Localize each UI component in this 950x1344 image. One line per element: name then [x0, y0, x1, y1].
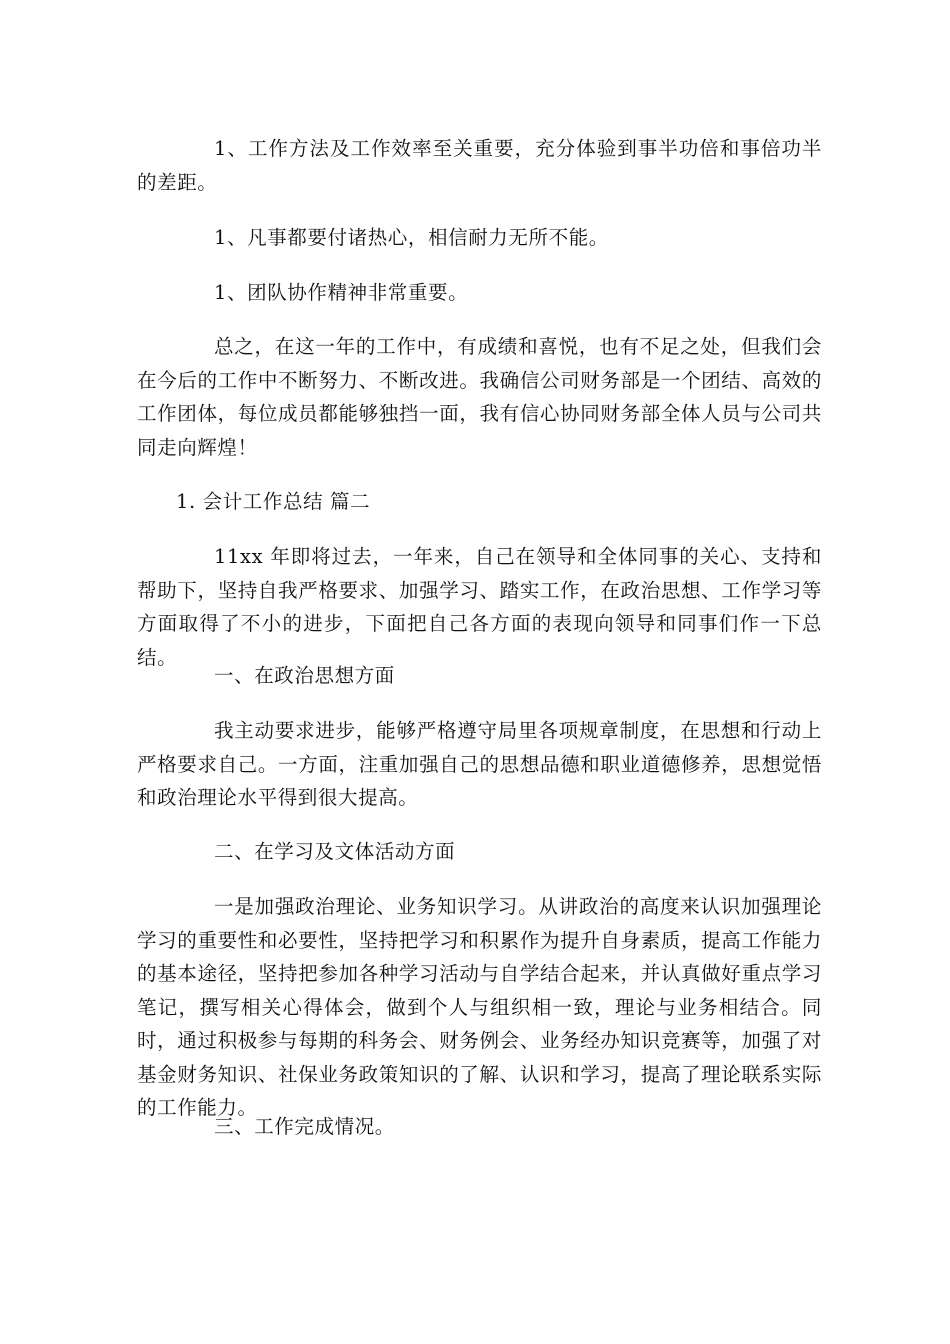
- paragraph-method-efficiency: 1、工作方法及工作效率至关重要，充分体验到事半功倍和事倍功半的差距。: [137, 137, 822, 194]
- paragraph-study-activities: 一是加强政治理论、业务知识学习。从讲政治的高度来认识加强理论学习的重要性和必要性，坚持把学习和积累作为提升自身素质，提高工作能力的基本途径，坚持把参加各种学习活动与自学结合起来，并认真做好重点学习笔记，撰写相关心得体会，做到个人与组织相一致，理论与业务相结合。同时，通过积极参与每期的科务会、财务例会、业务经办知识竞赛等，加强了对基金财务知识、社保业务政策知识的了解、认识和学习，提高了理论联系实际的工作能力。: [137, 895, 822, 1119]
- paragraph-political-thought: 我主动要求进步，能够严格遵守局里各项规章制度，在思想和行动上严格要求自己。一方面，注重加强自己的思想品德和职业道德修养，思想觉悟和政治理论水平得到很大提高。: [137, 719, 822, 809]
- paragraph-teamwork: 1、团队协作精神非常重要。: [214, 281, 469, 304]
- heading-political-thought: 一、在政治思想方面: [214, 664, 395, 687]
- heading-work-completion: 三、工作完成情况。: [214, 1115, 395, 1138]
- paragraph-conclusion: 总之，在这一年的工作中，有成绩和喜悦，也有不足之处，但我们会在今后的工作中不断努力、不断改进。我确信公司财务部是一个团结、高效的工作团体，每位成员都能够独挡一面，我有信心协同财务部全体人员与公司共同走向辉煌！: [137, 335, 822, 459]
- heading-study-activities: 二、在学习及文体活动方面: [214, 840, 456, 863]
- section-title-accounting-summary-2: 1. 会计工作总结 篇二: [176, 490, 371, 513]
- paragraph-intro-year: 11xx 年即将过去，一年来，自己在领导和全体同事的关心、支持和帮助下，坚持自我严格要求、加强学习、踏实工作，在政治思想、工作学习等方面取得了不小的进步，下面把自己各方面的表现向领导和同事们作一下总结。: [137, 545, 822, 669]
- paragraph-enthusiasm: 1、凡事都要付诸热心，相信耐力无所不能。: [214, 226, 609, 249]
